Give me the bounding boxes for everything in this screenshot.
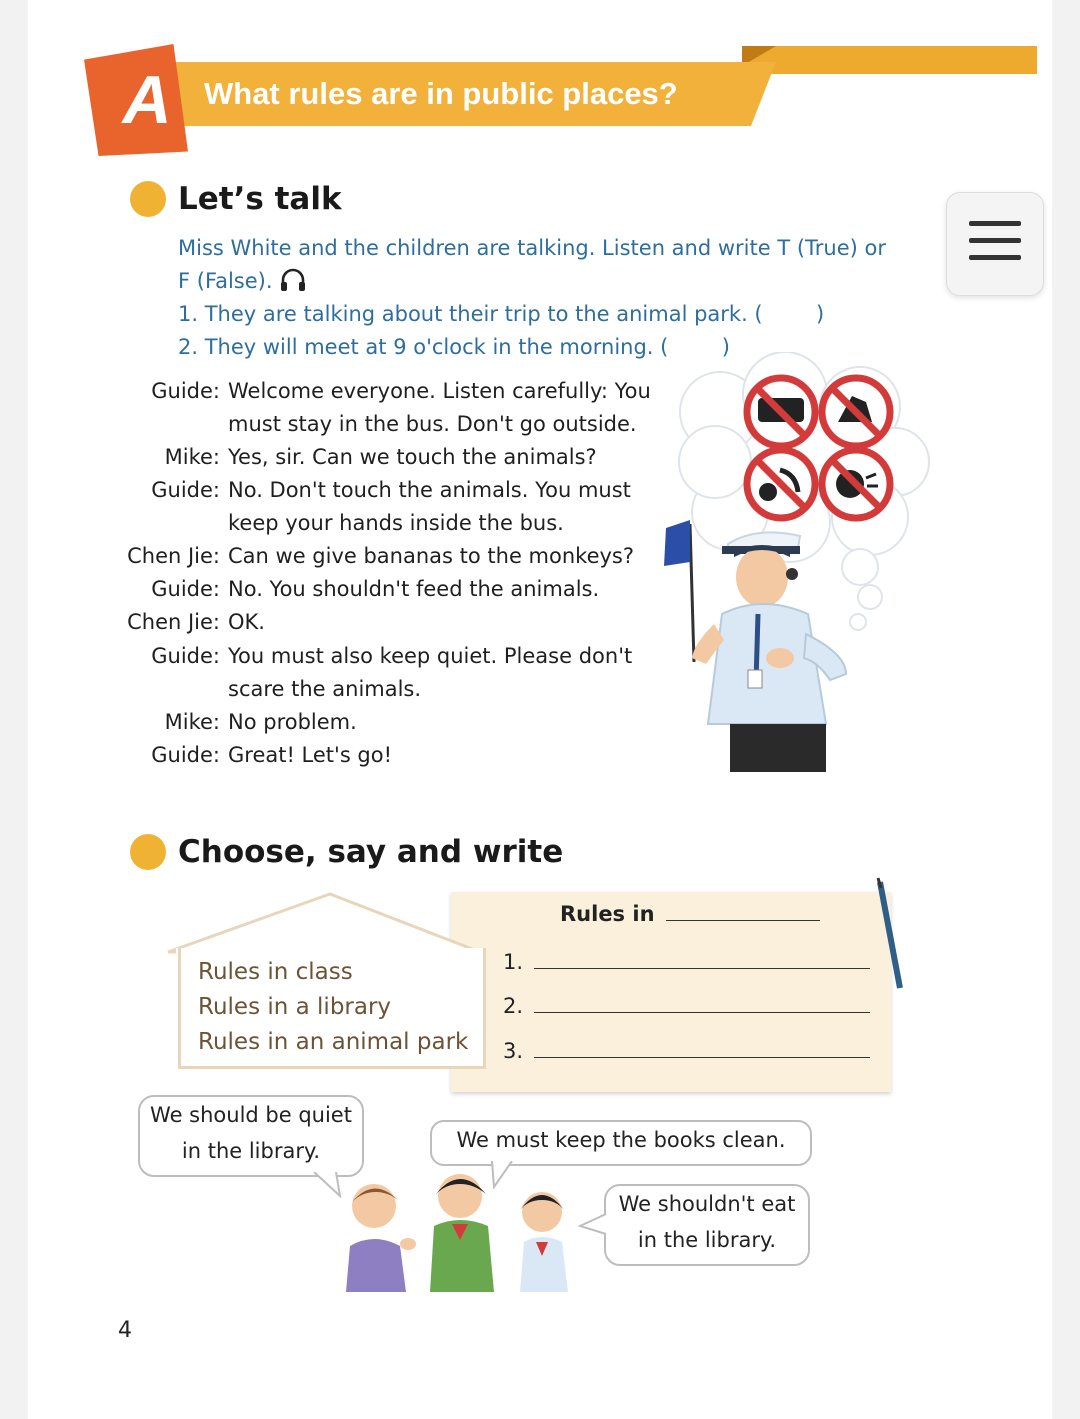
pencil-icon: [872, 876, 908, 996]
speaker: Chen Jie:: [127, 544, 220, 568]
choice-option[interactable]: Rules in class: [198, 959, 353, 985]
flag-icon: [664, 520, 694, 662]
answer-line[interactable]: [534, 946, 870, 969]
speaker: Chen Jie:: [127, 610, 220, 634]
rules-card-title: Rules in: [560, 900, 820, 926]
answer-line[interactable]: [534, 1035, 870, 1058]
speaker: Mike:: [164, 710, 220, 734]
speaker: Mike:: [164, 445, 220, 469]
speech-bubble-left: [138, 1095, 364, 1177]
no-touching-sign-icon: [822, 378, 890, 446]
speaker: Guide:: [151, 577, 220, 601]
section-bullet: [130, 181, 166, 217]
choice-option[interactable]: Rules in an animal park: [198, 1029, 469, 1055]
dialogue-line: No problem.: [228, 710, 357, 734]
answer-line[interactable]: [534, 990, 870, 1013]
dialogue-line: Great! Let's go!: [228, 743, 393, 767]
no-noise-sign-icon: [822, 450, 890, 518]
hamburger-icon-bar: [969, 238, 1021, 243]
answer-row-3: 3.: [503, 1035, 870, 1063]
dialogue-line: keep your hands inside the bus.: [228, 511, 564, 535]
dialogue-line: Welcome everyone. Listen carefully: You: [228, 379, 651, 403]
speech-bubble-right: [604, 1184, 810, 1266]
no-bus-sign-icon: [747, 378, 815, 446]
speaker: Guide:: [151, 743, 220, 767]
house-roof: [164, 890, 484, 954]
dialogue-line: OK.: [228, 610, 265, 634]
dialogue-line: Can we give bananas to the monkeys?: [228, 544, 635, 568]
tour-guide: [692, 532, 846, 772]
speech-bubble-middle: [430, 1120, 812, 1166]
bubble-text: We must keep the books clean.: [456, 1128, 786, 1152]
question-2: 2. They will meet at 9 o'clock in the morning. ( ): [178, 335, 730, 359]
rules-blank[interactable]: [666, 900, 820, 921]
page-title: What rules are in public places?: [204, 76, 678, 111]
banner-strip: [742, 46, 1037, 74]
dialogue-line: scare the animals.: [228, 677, 422, 701]
dialogue-line: must stay in the bus. Don't go outside.: [228, 412, 637, 436]
dialogue-line: You must also keep quiet. Please don't: [228, 644, 633, 668]
bubble-text: in the library.: [637, 1228, 777, 1252]
answer-row-2: 2.: [503, 990, 870, 1018]
children-illustration: [336, 1172, 586, 1294]
instruction-line-2: F (False).: [178, 265, 307, 298]
dialogue-line: No. You shouldn't feed the animals.: [228, 577, 600, 601]
dialogue-line: Yes, sir. Can we touch the animals?: [228, 445, 597, 469]
menu-button[interactable]: [946, 192, 1044, 296]
speaker: Guide:: [151, 644, 220, 668]
bubble-text: We should be quiet: [150, 1103, 352, 1127]
boy-middle: [430, 1174, 494, 1292]
bubble-text: in the library.: [181, 1139, 321, 1163]
no-feeding-sign-icon: [747, 450, 815, 518]
headphones-icon[interactable]: [279, 266, 307, 294]
lets-talk-heading: Let’s talk: [178, 181, 342, 217]
tour-guide-illustration: [660, 352, 930, 772]
boy-left: [346, 1184, 416, 1292]
speaker: Guide:: [151, 379, 220, 403]
instruction-line-1: Miss White and the children are talking. Listen and write T (True) or: [178, 236, 886, 260]
page-number: 4: [118, 1318, 132, 1343]
bubble-text: We shouldn't eat: [618, 1192, 796, 1216]
hamburger-icon-bar: [969, 255, 1021, 260]
choice-option[interactable]: Rules in a library: [198, 994, 392, 1020]
girl-right: [520, 1192, 568, 1292]
section-letter: A: [122, 62, 172, 138]
question-1: 1. They are talking about their trip to the animal park. ( ): [178, 302, 825, 326]
hamburger-icon: [969, 221, 1021, 226]
dialogue-line: No. Don't touch the animals. You must: [228, 478, 631, 502]
answer-row-1: 1.: [503, 946, 870, 974]
speaker: Guide:: [151, 478, 220, 502]
section-bullet: [130, 834, 166, 870]
choose-heading: Choose, say and write: [178, 834, 564, 870]
